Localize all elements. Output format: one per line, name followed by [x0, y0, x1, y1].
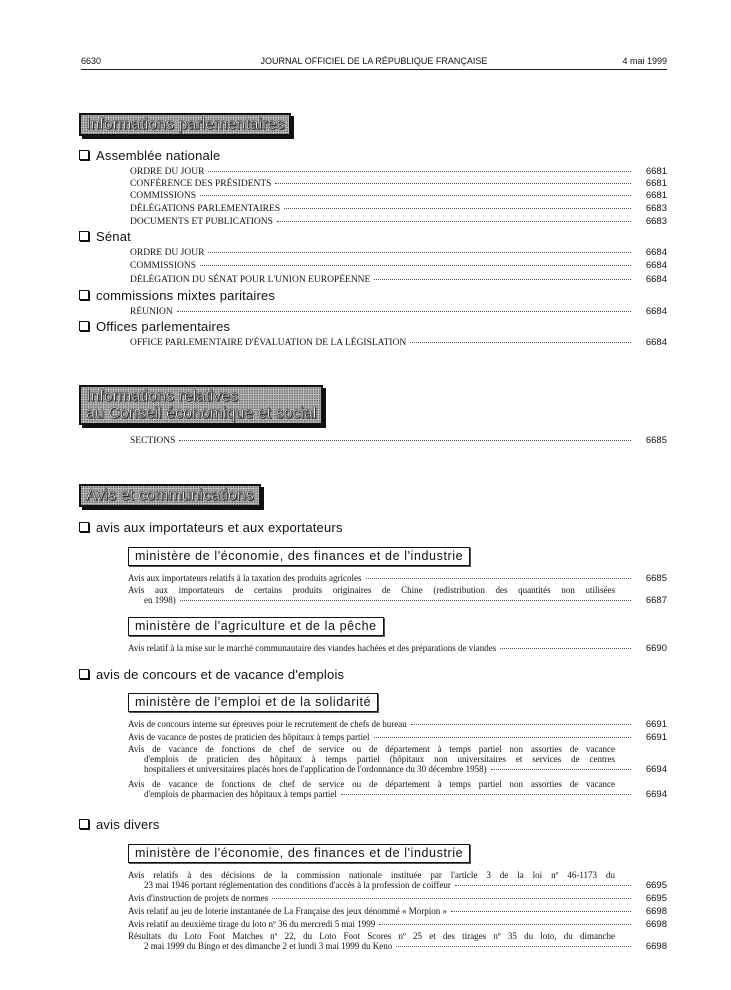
toc-entry: DOCUMENTS ET PUBLICATIONS 6683	[130, 216, 667, 227]
toc-entry: Avis aux importateurs relatifs à la taxation des produits agricoles 6685	[128, 573, 667, 584]
toc-entry: Avis de vacance de postes de praticien des hôpitaux à temps partiel 6691	[128, 732, 667, 743]
checkbox-square-icon	[79, 321, 89, 331]
toc-entry: Avis relatifs à des décisions de la commission nationale instituée par l'article 3 de la loi nº 46-1173 du 23 mai 1946 portant réglementation des conditions d'accès à la profession de coiffeur 6695	[128, 870, 667, 891]
section-avis-concours: avis de concours et de vacance d'emplois	[79, 667, 344, 682]
section-offices-parlementaires: Offices parlementaires	[79, 319, 230, 334]
toc-entry: Résultats du Loto Foot Matches nº 22, du Loto Foot Scores nº 25 et des tirages nº 35 du loto, du dimanche 2 mai 1999 du Bingo et des dimanche 2 et lundi 3 mai 1999 du Keno 6698	[128, 931, 667, 952]
issue-date: 4 mai 1999	[622, 56, 667, 66]
section-senat: Sénat	[79, 229, 131, 244]
checkbox-square-icon	[79, 669, 89, 679]
ministry-box: ministère de l'agriculture et de la pêche	[128, 617, 384, 636]
toc-entry: DÉLÉGATION DU SÉNAT POUR L'UNION EUROPÉENNE 6684	[130, 274, 667, 285]
toc-entry: Avis relatif au jeu de loterie instantanée de La Française des jeux dénommé « Morpion » 6698	[128, 906, 667, 917]
toc-entry: COMMISSIONS 6681	[130, 190, 667, 201]
toc-entry: OFFICE PARLEMENTAIRE D'ÉVALUATION DE LA LÉGISLATION 6684	[130, 337, 667, 348]
section-assemblee-nationale: Assemblée nationale	[79, 148, 221, 163]
toc-entry: Avis de concours interne sur épreuves pour le recrutement de chefs de bureau 6691	[128, 719, 667, 730]
toc-entry: Avis aux importateurs de certains produits originaires de Chine (redistribution des quantités non utilisées en 1998) 6687	[128, 585, 667, 606]
toc-entry: Avis de vacance de fonctions de chef de service ou de département à temps partiel non assorties de vacance d'emplois de praticien des hôpitaux à temps partiel (hôpitaux non universitaires et services de centres hospitaliers et universitaires placés hors de l'application de l'ordonnance du 30 décembre 1958) 6694	[128, 744, 667, 775]
toc-entry: CONFÉRENCE DES PRÉSIDENTS 6681	[130, 178, 667, 189]
checkbox-square-icon	[79, 290, 89, 300]
heading-avis-communications: Avis et communications	[79, 484, 261, 507]
checkbox-square-icon	[79, 819, 89, 829]
heading-conseil-economique-social: Informations relatives au Conseil économique et social	[79, 385, 323, 425]
toc-entry: Avis relatif à la mise sur le marché communautaire des viandes hachées et des préparations de viandes 6690	[128, 643, 667, 654]
checkbox-square-icon	[79, 231, 89, 241]
ministry-box: ministère de l'économie, des finances et de l'industrie	[128, 844, 470, 863]
toc-entry: ORDRE DU JOUR 6684	[130, 247, 667, 258]
toc-entry: RÉUNION 6684	[130, 306, 667, 317]
section-commissions-mixtes-paritaires: commissions mixtes paritaires	[79, 288, 275, 303]
checkbox-square-icon	[79, 150, 89, 160]
toc-entry: Avis de vacance de fonctions de chef de service ou de département à temps partiel non assorties de vacance d'emplois de pharmacien des hôpitaux à temps partiel 6694	[128, 779, 667, 800]
toc-entry: DÉLÉGATIONS PARLEMENTAIRES 6683	[130, 203, 667, 214]
toc-entry: COMMISSIONS 6684	[130, 260, 667, 271]
section-avis-divers: avis divers	[79, 817, 160, 832]
page-number: 6630	[81, 56, 102, 66]
journal-title: JOURNAL OFFICIEL DE LA RÉPUBLIQUE FRANÇAISE	[260, 56, 488, 66]
section-avis-importateurs: avis aux importateurs et aux exportateurs	[79, 520, 343, 535]
page-header	[81, 54, 667, 70]
toc-entry: Avis d'instruction de projets de normes 6695	[128, 893, 667, 904]
toc-entry: ORDRE DU JOUR 6681	[130, 166, 667, 177]
toc-entry: SECTIONS 6685	[130, 435, 667, 446]
ministry-box: ministère de l'emploi et de la solidarité	[128, 693, 378, 712]
heading-informations-parlementaires: Informations parlementaires	[79, 113, 291, 136]
ministry-box: ministère de l'économie, des finances et de l'industrie	[128, 547, 470, 566]
checkbox-square-icon	[79, 522, 89, 532]
toc-entry: Avis relatif au deuxième tirage du loto nº 36 du mercredi 5 mai 1999 6698	[128, 919, 667, 930]
